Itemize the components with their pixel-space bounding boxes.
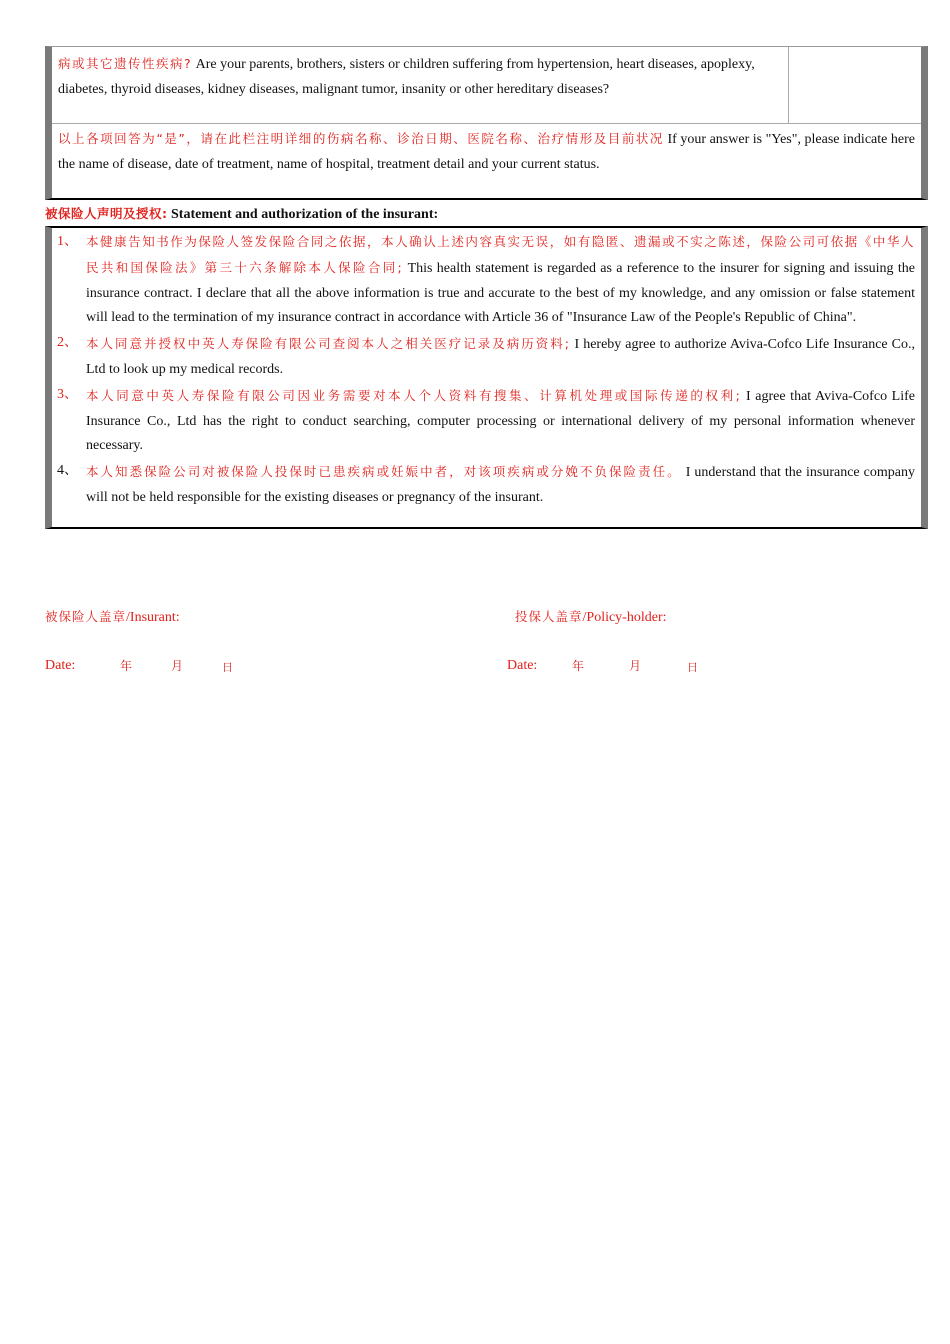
statement-item-number: 3、 (57, 386, 78, 402)
insurant-date-day[interactable]: 日 (222, 661, 233, 674)
health-question-table (45, 46, 928, 200)
statement-item-number: 1、 (57, 234, 78, 249)
policyholder-date-day[interactable]: 日 (687, 661, 698, 674)
insurant-signature-label (45, 607, 180, 626)
details-row[interactable] (52, 124, 921, 179)
statement-heading (45, 204, 438, 223)
question-answer-cell[interactable] (789, 47, 921, 123)
insurant-date-month[interactable]: 月 (171, 659, 184, 673)
statement-item-number: 2、 (57, 335, 78, 351)
statement-item-cn: 本人同意中英人寿保险有限公司因业务需要对本人个人资料有搜集、计算机处理或国际传递的权利; (86, 387, 742, 403)
statement-item-en: I agree that Aviva-Cofco Life Insurance Co., Ltd has the right to conduct searching, computer processing or international delivery of my personal information whenever necessary. (86, 388, 915, 454)
policyholder-signature-label (515, 607, 667, 626)
statement-item-en: This health statement is regarded as a reference to the insurer for signing and issuing the insurance contract. I declare that all the above information is true and accurate to the best of my knowledge, and any omission or false statement will lead to the termination of my insurance contract in accordance with Article 36 of "Insurance Law of the People's Republic of China". (86, 260, 915, 326)
statement-heading-cn: 被保险人声明及授权: (45, 206, 168, 221)
statement-item-en: I hereby agree to authorize Aviva-Cofco Life Insurance Co., Ltd to look up my medical records. (86, 337, 915, 377)
statement-heading-en: Statement and authorization of the insurant: (167, 207, 439, 222)
insurant-date-label: Date: (45, 658, 76, 673)
statement-item-en: I understand that the insurance company will not be held responsible for the existing diseases or pregnancy of the insurant. (86, 465, 915, 505)
details-instruction-en: If your answer is "Yes", please indicate here the name of disease, date of treatment, name of hospital, treatment detail and your current status. (58, 132, 915, 172)
question-text-cn: 病或其它遗传性疾病? (58, 56, 193, 71)
policyholder-signature-cn: 投保人盖章 (515, 609, 583, 624)
question-row-hereditary-diseases (52, 47, 921, 124)
statement-table (45, 226, 928, 529)
statement-item-number: 4、 (57, 463, 78, 479)
insurant-date-year[interactable]: 年 (120, 659, 133, 673)
question-text-en: Are your parents, brothers, sisters or children suffering from hypertension, heart diseases, apoplexy, diabetes, thyroid diseases, kidney diseases, malignant tumor, insanity or other hereditary diseases? (58, 57, 755, 97)
policyholder-date-label: Date: (507, 658, 538, 673)
policyholder-signature-en: /Policy-holder: (582, 610, 667, 625)
statement-item (52, 459, 921, 511)
insurant-signature-cn: 被保险人盖章 (45, 609, 127, 624)
statement-item (52, 331, 921, 383)
statement-item-cn: 本人知悉保险公司对被保险人投保时已患疾病或妊娠中者，对该项疾病或分娩不负保险责任。 (86, 464, 682, 480)
statement-item (52, 383, 921, 459)
details-instruction-cn: 以上各项回答为“是”，请在此栏注明详细的伤病名称、诊治日期、医院名称、治疗情形及目前状况 (58, 131, 664, 146)
policyholder-date-month[interactable]: 月 (629, 659, 642, 673)
statement-item-cn: 本健康告知书作为保险人签发保险合同之依据，本人确认上述内容真实无误，如有隐匿、遗漏或不实之陈述，保险公司可依据《中华人民共和国保险法》第三十六条解除本人保险合同; (86, 234, 915, 275)
question-text (52, 47, 789, 123)
statement-item (52, 228, 921, 331)
statement-item-cn: 本人同意并授权中英人寿保险有限公司查阅本人之相关医疗记录及病历资料; (86, 336, 571, 352)
policyholder-date-year[interactable]: 年 (572, 659, 585, 673)
insurant-signature-en: /Insurant: (126, 610, 180, 625)
